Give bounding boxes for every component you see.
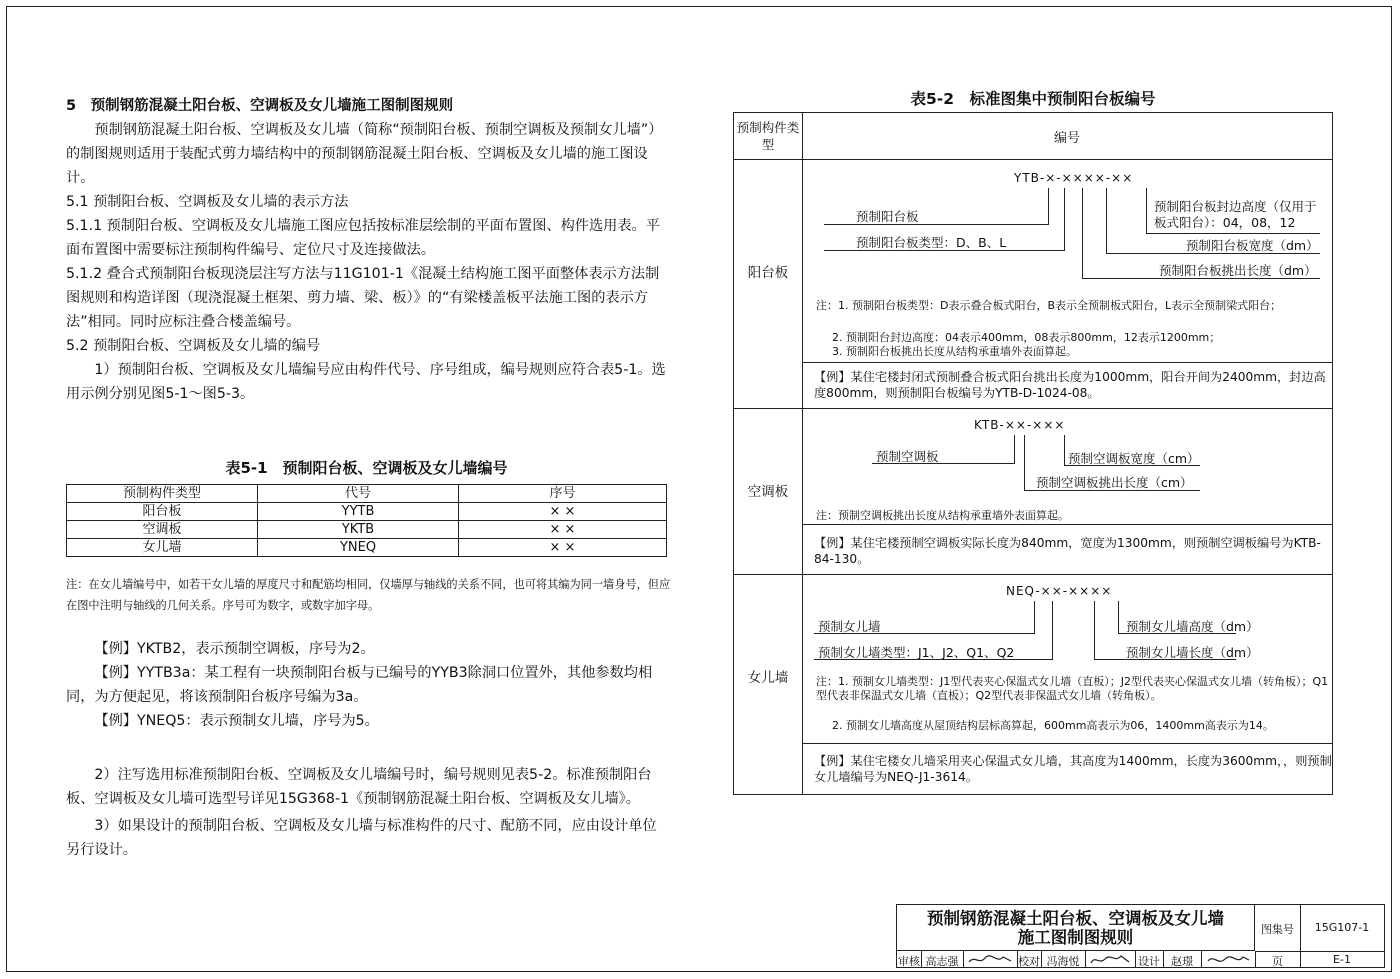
examples-block [66,637,670,733]
table2-header-type: 预制构件类型 [736,120,800,152]
parapet-code: NEQ-××-×××× [1006,584,1113,598]
table-cell: × × [459,503,667,521]
table-cell: 女儿墙 [67,539,258,557]
left-text-column [66,94,670,406]
section-5-2: 5.2 预制阳台板、空调板及女儿墙的编号 [66,338,321,354]
example-3: 【例】YNEQ5：表示预制女儿墙，序号为5。 [94,713,379,729]
review-signature-icon [967,953,1013,967]
table-row [67,503,667,521]
parapet-example: 【例】某住宅楼女儿墙采用夹心保温式女儿墙，其高度为1400mm，长度为3600mm，，则预制女儿墙编号为NEQ-J1-3614。 [814,754,1332,784]
ac-board-example: 【例】某住宅楼预制空调板实际长度为840mm，宽度为1300mm，则预制空调板编号为KTB-84-130。 [814,536,1321,566]
table1-header: 序号 [459,485,667,503]
ac-board-code: KTB-××-××× [974,418,1066,432]
check-name: 冯海悦 [1046,955,1080,968]
parapet-note-1: 注：1. 预制女儿墙类型：J1型代表夹心保温式女儿墙（直板）；J2型代表夹心保温式女儿墙（转角板）；Q1型代表非保温式女儿墙（直板）；Q2型代表非保温式女儿墙（转角板）。 [816,675,1329,702]
table1 [66,484,667,557]
balcony-note-1: 注：1. 预制阳台板类型：D表示叠合板式阳台，B表示全预制板式阳台，L表示全预制梁式阳台； [816,299,1282,312]
balcony-desc-3: 预制阳台板封边高度（仅用于板式阳台）：04，08，12 [1154,199,1317,230]
page-number: E-1 [1333,953,1351,966]
design-label: 设计 [1138,955,1160,968]
balcony-desc-4: 预制阳台板宽度（dm） [1186,238,1319,253]
check-signature-icon [1089,953,1131,967]
intro-paragraph: 预制钢筋混凝土阳台板、空调板及女儿墙（简称“预制阳台板、预制空调板及预制女儿墙”）的制图规则适用于装配式剪力墙结构中的预制钢筋混凝土阳台板、空调板及女儿墙的施工图设计。 [66,122,663,186]
table-cell: 空调板 [67,521,258,539]
balcony-desc-2: 预制阳台板类型：D、B、L [856,235,1007,250]
example-1: 【例】YKTB2，表示预制空调板，序号为2。 [94,641,375,657]
balcony-note-3: 3. 预制阳台板挑出长度从结构承重墙外表面算起。 [832,345,1077,358]
table-cell: YNEQ [258,539,459,557]
design-signature-icon [1205,953,1251,967]
table-cell: × × [459,521,667,539]
table1-header: 代号 [258,485,459,503]
title-block [896,904,1385,968]
atlas-label: 图集号 [1261,923,1294,936]
balcony-desc-5: 预制阳台板挑出长度（dm） [1159,263,1317,278]
atlas-number: 15G107-1 [1314,921,1370,934]
ac-board-label: 空调板 [747,484,789,500]
parapet-note-2: 2. 预制女儿墙高度从屋顶结构层标高算起，600mm高表示为06，1400mm高表示为14。 [832,719,1274,732]
rule-paragraph-1: 1）预制阳台板、空调板及女儿墙编号应由构件代号、序号组成，编号规则应符合表5-1。选用示例分别见图5-1～图5-3。 [66,362,666,402]
parapet-desc-1: 预制女儿墙 [818,619,881,634]
ac-board-note: 注：预制空调板挑出长度从结构承重墙外表面算起。 [816,509,1069,522]
table1-caption: 表5-1 预制阳台板、空调板及女儿墙编号 [225,459,508,477]
review-name: 高志强 [925,955,959,968]
parapet-label: 女儿墙 [747,670,789,686]
table-cell: YKTB [258,521,459,539]
rule-paragraph-3: 3）如果设计的预制阳台板、空调板及女儿墙与标准构件的尺寸、配筋不同，应由设计单位另行设计。 [66,818,657,858]
drawing-title-line2: 施工图制图规则 [1017,928,1134,947]
section-5-1: 5.1 预制阳台板、空调板及女儿墙的表示方法 [66,194,349,210]
table1-note: 注：在女儿墙编号中，如若干女儿墙的厚度尺寸和配筋均相同，仅墙厚与轴线的关系不同，也可将其编为同一墙身号，但应在图中注明与轴线的几何关系。序号可为数字，或数字加字母。 [66,578,671,612]
ac-board-desc-1: 预制空调板 [876,449,939,464]
review-label: 审核 [898,955,920,968]
balcony-example: 【例】某住宅楼封闭式预制叠合板式阳台挑出长度为1000mm，阳台开间为2400mm，封边高度800mm，则预制阳台板编号为YTB-D-1024-08。 [814,370,1326,400]
drawing-title [897,905,1255,951]
table-row [67,539,667,557]
design-name: 赵璟 [1171,955,1193,968]
rule-paragraph-2-block [66,763,670,862]
table-cell: × × [459,539,667,557]
ac-board-desc-2: 预制空调板宽度（cm） [1068,451,1200,466]
balcony-code: YTB-×-××××-×× [1014,171,1134,185]
table2-caption: 表5-2 标准图集中预制阳台板编号 [910,90,1156,108]
parapet-desc-2: 预制女儿墙类型：J1、J2、Q1、Q2 [818,645,1015,660]
table-cell: YYTB [258,503,459,521]
table1-header: 预制构件类型 [67,485,258,503]
drawing-title-line1: 预制钢筋混凝土阳台板、空调板及女儿墙 [927,909,1224,928]
section-5-1-2: 5.1.2 叠合式预制阳台板现浇层注写方法与11G101-1《混凝土结构施工图平面整体表示方法制图规则和构造详图（现浇混凝土框架、剪力墙、梁、板）》的“有梁楼盖板平法施工图的表示方法”相同。同时应标注叠合楼盖编号。 [66,266,660,330]
balcony-label: 阳台板 [747,265,789,281]
balcony-note-2: 2. 预制阳台封边高度：04表示400mm，08表示800mm，12表示1200mm； [832,331,1221,344]
table2 [733,112,1333,795]
ac-board-desc-3: 预制空调板挑出长度（cm） [1036,475,1193,490]
table-cell: 阳台板 [67,503,258,521]
parapet-desc-3: 预制女儿墙高度（dm） [1126,619,1259,634]
page-label: 页 [1272,955,1283,968]
example-2: 【例】YYTB3a：某工程有一块预制阳台板与已编号的YYB3除洞口位置外，其他参数均相同，为方便起见，将该预制阳台板序号编为3a。 [66,665,653,705]
section-heading: 5 预制钢筋混凝土阳台板、空调板及女儿墙施工图制图规则 [66,98,454,114]
section-5-1-1: 5.1.1 预制阳台板、空调板及女儿墙施工图应包括按标准层绘制的平面布置图、构件选用表。平面布置图中需要标注预制构件编号、定位尺寸及连接做法。 [66,218,660,258]
check-label: 校对 [1018,955,1040,968]
rule-paragraph-2: 2）注写选用标准预制阳台板、空调板及女儿墙编号时，编号规则见表5-2。标准预制阳台板、空调板及女儿墙可选型号详见15G368-1《预制钢筋混凝土阳台板、空调板及女儿墙》。 [66,767,652,807]
balcony-desc-1: 预制阳台板 [856,209,919,224]
table2-header-code: 编号 [1053,131,1080,146]
parapet-desc-4: 预制女儿墙长度（dm） [1126,645,1259,660]
table-row [67,521,667,539]
